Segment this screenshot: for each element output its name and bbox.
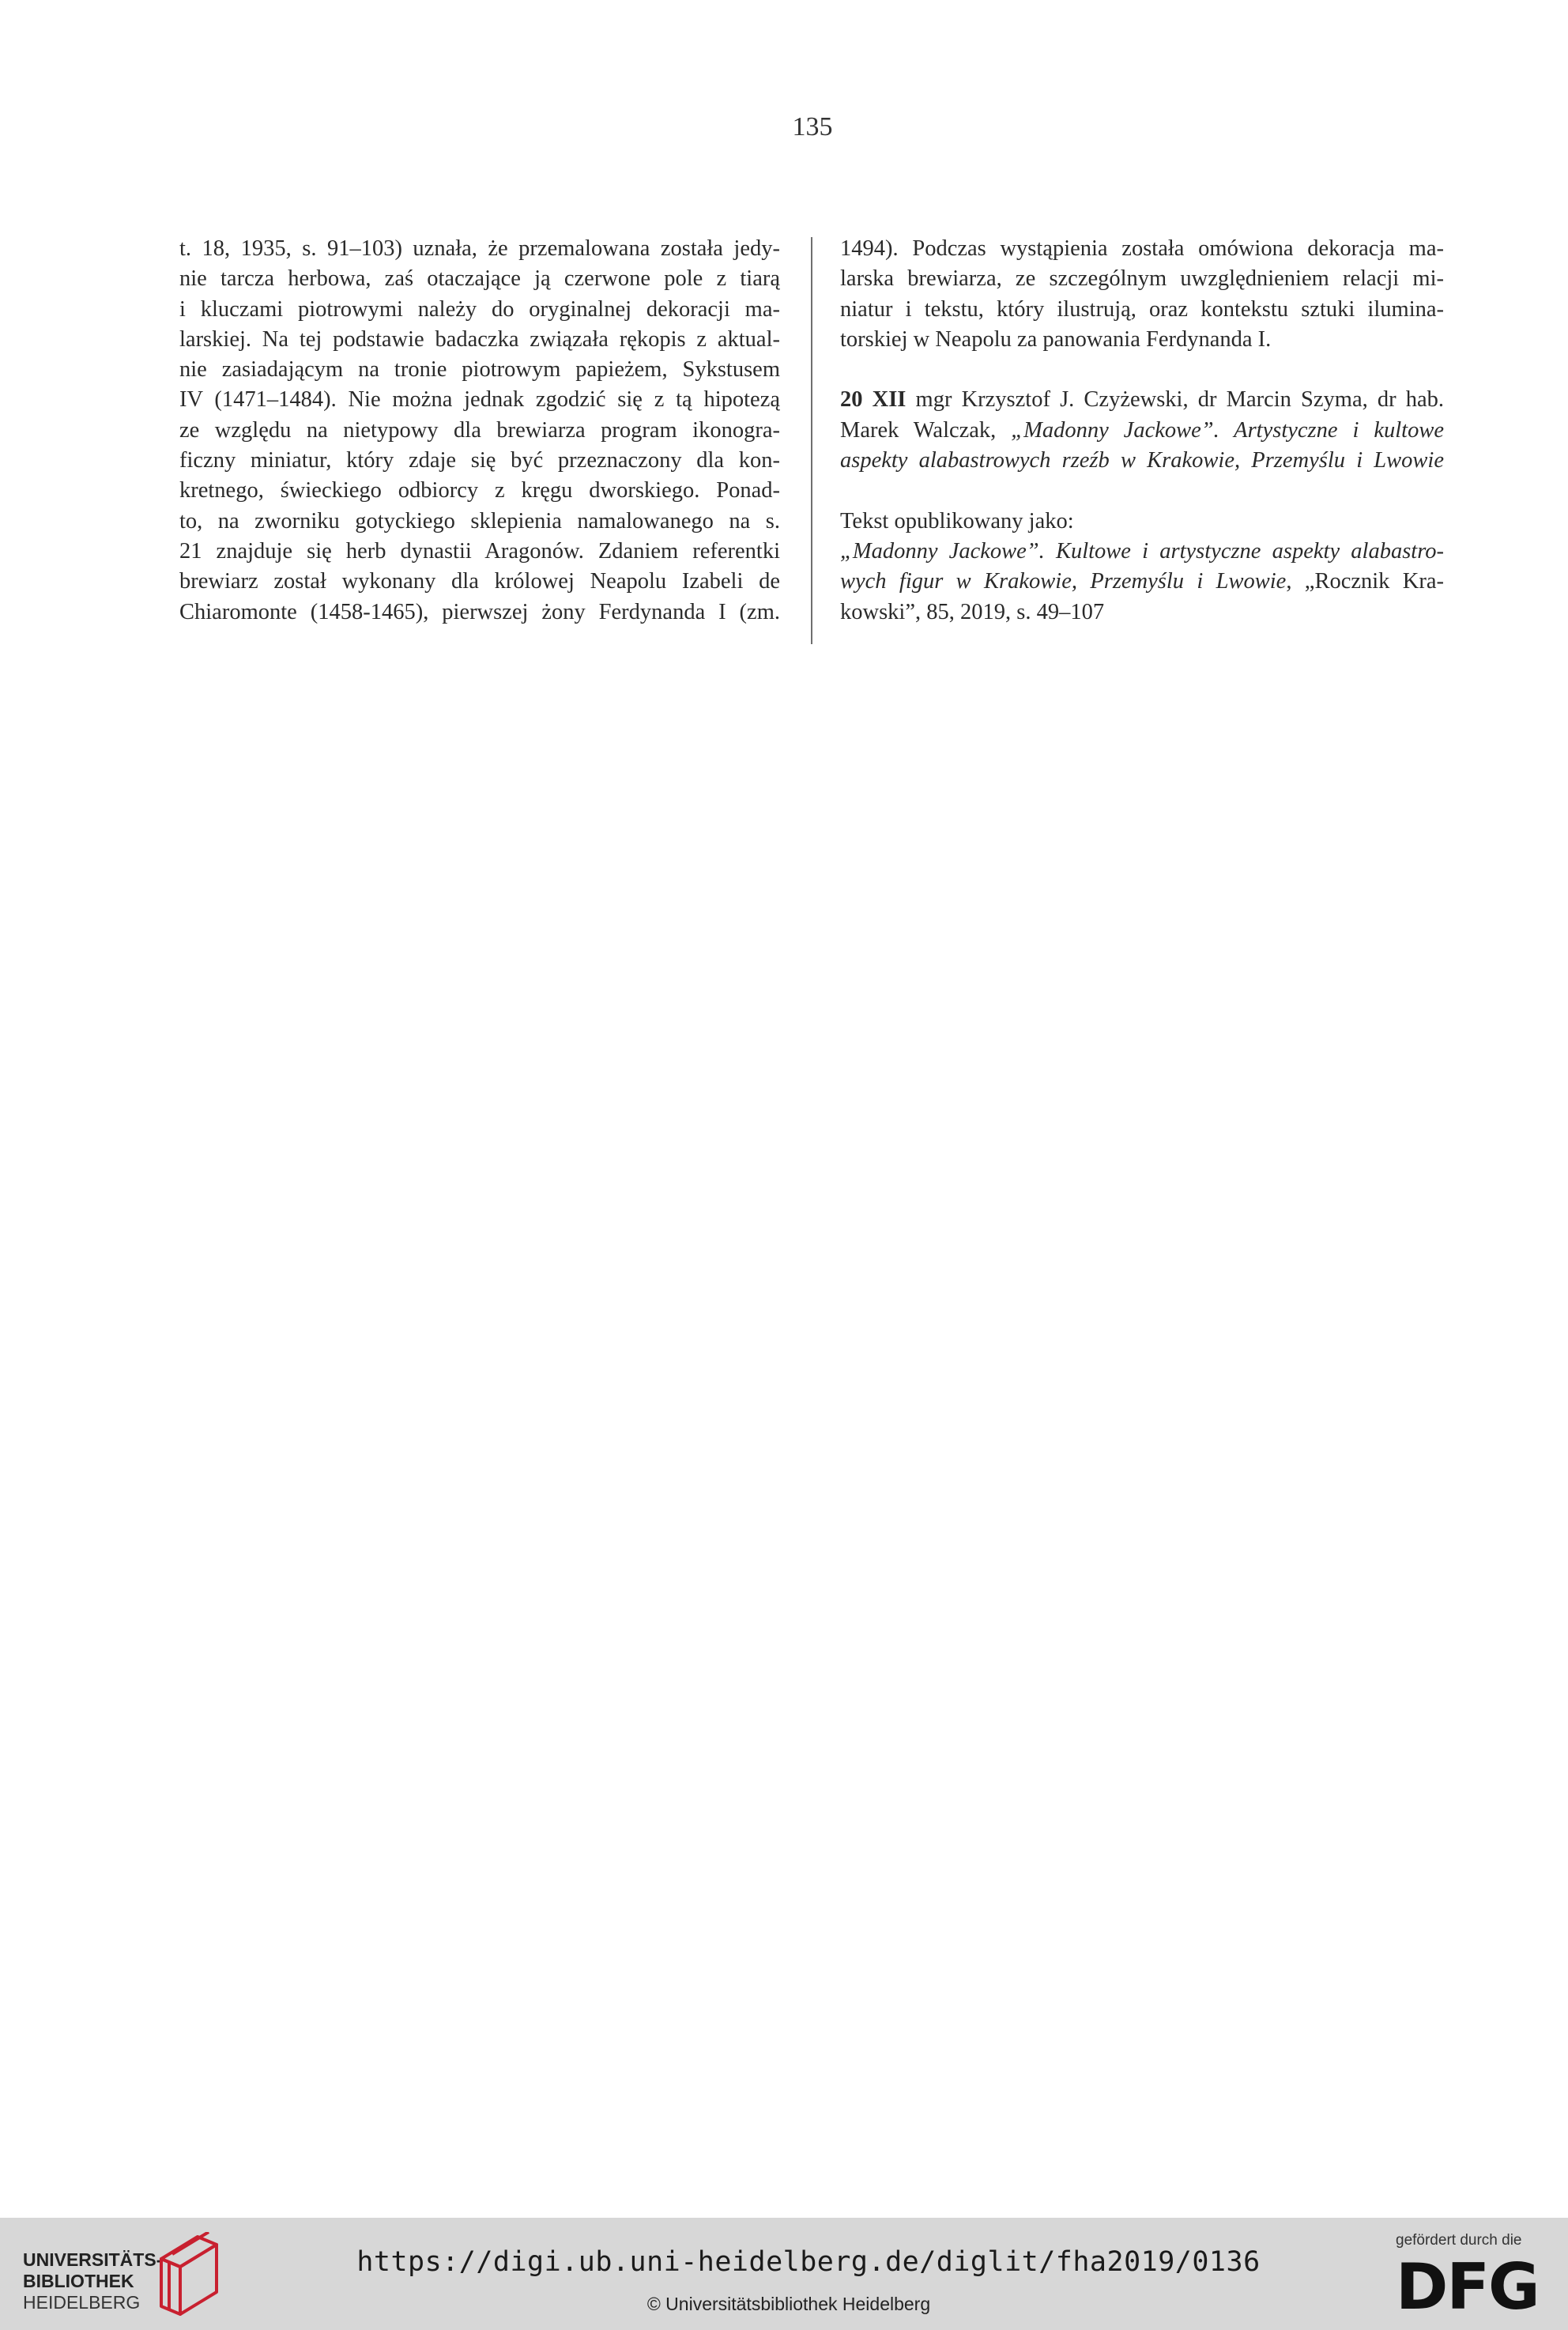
right-column xyxy=(840,234,1444,628)
entry-line xyxy=(840,416,1444,446)
column-divider xyxy=(811,237,812,644)
text-line: 21 znajduje się herb dynastii Aragonów. Zdaniem referentki xyxy=(179,538,780,564)
text-line: 1494). Podczas wystąpienia została omówiona dekoracja ma- xyxy=(840,236,1444,261)
entry-title-cont: aspekty alabastrowych rzeźb w Krakowie, Przemyślu i Lwowie xyxy=(840,448,1444,473)
dfg-logo-icon: DFG xyxy=(1396,2250,1539,2324)
text-line: larskiej. Na tej podstawie badaczka związała rękopis z aktual- xyxy=(179,326,780,352)
publication-title-cont: wych figur w Krakowie, Przemyślu i Lwowie xyxy=(840,569,1287,594)
paragraph-gap xyxy=(840,476,1444,506)
text-line: ficzny miniatur, który zdaje się być przeznaczony dla kon- xyxy=(179,448,780,473)
text-line: niatur i tekstu, który ilustrują, oraz kontekstu sztuki ilumina- xyxy=(840,296,1444,322)
text-line: brewiarz został wykonany dla królowej Neapolu Izabeli de xyxy=(179,569,780,594)
left-column xyxy=(179,234,780,628)
text-line: nie tarcza herbowa, zaś otaczające ją czerwone pole z tiarą xyxy=(179,266,780,292)
library-name-line: BIBLIOTHEK xyxy=(23,2271,134,2291)
document-url-link[interactable]: https://digi.ub.uni-heidelberg.de/diglit/fha2019/0136 xyxy=(356,2246,1261,2278)
text-line: to, na zworniku gotyckiego sklepienia namalowanego na s. xyxy=(179,508,780,533)
entry-line xyxy=(840,446,1444,476)
publication-title: „Madonny Jackowe”. Kultowe i artystyczne aspekty alabastro- xyxy=(840,538,1444,564)
text-line: i kluczami piotrowymi należy do oryginalnej dekoracji ma- xyxy=(179,296,780,322)
library-name-line: UNIVERSITÄTS- xyxy=(23,2249,163,2270)
text-line: larska brewiarza, ze szczególnym uwzględnieniem relacji mi- xyxy=(840,266,1444,292)
entry-line xyxy=(840,385,1444,415)
text-line: Chiaromonte (1458-1465), pierwszej żony Ferdynanda I (zm. xyxy=(179,599,780,624)
page-number: 135 xyxy=(792,112,833,141)
text-line: t. 18, 1935, s. 91–103) uznała, że przemalowana została jedy- xyxy=(179,236,780,261)
text-line: kretnego, świeckiego odbiorcy z kręgu dworskiego. Ponad- xyxy=(179,478,780,503)
entry-authors: mgr Krzysztof J. Czyżewski, dr Marcin Szyma, dr hab. xyxy=(906,387,1444,413)
text-line: torskiej w Neapolu za panowania Ferdynanda I. xyxy=(840,326,1272,352)
publication-line xyxy=(840,537,1444,567)
entry-authors-cont: Marek Walczak, xyxy=(840,417,1012,443)
funded-by-label: gefördert durch die xyxy=(1396,2232,1522,2249)
text-line: IV (1471–1484). Nie można jednak zgodzić się z tą hipotezą xyxy=(179,387,780,413)
text-line: nie zasiadającym na tronie piotrowym papieżem, Sykstusem xyxy=(179,357,780,383)
text-line: ze względu na nietypowy dla brewiarza program ikonogra- xyxy=(179,417,780,443)
published-label: Tekst opublikowany jako: xyxy=(840,508,1074,533)
publication-line xyxy=(840,567,1444,597)
copyright-notice: © Universitätsbibliothek Heidelberg xyxy=(646,2294,931,2314)
paragraph-gap xyxy=(840,355,1444,385)
footer-bar xyxy=(0,2218,1568,2330)
publication-line: kowski”, 85, 2019, s. 49–107 xyxy=(840,599,1105,624)
entry-title: „Madonny Jackowe”. Artystyczne i kultowe xyxy=(1011,417,1444,443)
entry-date: 20 XII xyxy=(840,387,906,413)
library-name-line: HEIDELBERG xyxy=(23,2292,141,2313)
publication-journal: , „Rocznik Kra- xyxy=(1286,569,1444,594)
